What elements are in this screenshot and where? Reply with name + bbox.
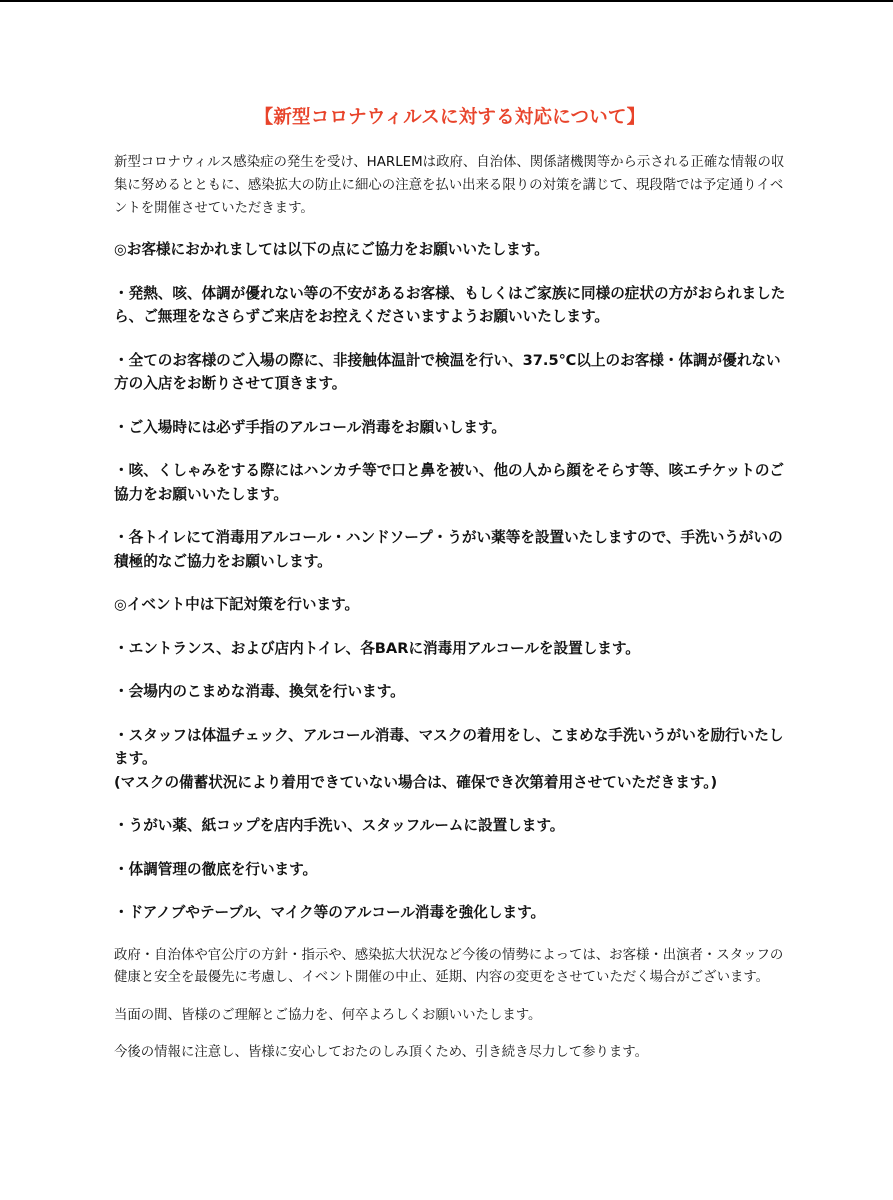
closing-paragraph: 今後の情報に注意し、皆様に安心しておたのしみ頂くため、引き続き尽力して参ります。: [114, 1045, 649, 1060]
guest-section-heading: ◎お客様におかれましては以下の点にご協力をお願いいたします。: [114, 241, 549, 258]
event-item: ・スタッフは体温チェック、アルコール消毒、マスクの着用をし、こまめな手洗いうがいを励行いたします。: [114, 726, 784, 767]
event-section-heading: ◎イベント中は下記対策を行います。: [114, 596, 360, 613]
guest-item: ・全てのお客様のご入場の際に、非接触体温計で検温を行い、37.5℃以上のお客様・体調が優れない方の入店をお断りさせて頂きます。: [114, 351, 781, 392]
event-item-note: (マスクの備蓄状況により着用できていない場合は、確保でき次第着用させていただきます。): [114, 773, 718, 791]
guest-item: ・ご入場時には必ず手指のアルコール消毒をお願いします。: [114, 418, 506, 436]
event-item: ・会場内のこまめな消毒、換気を行います。: [114, 683, 405, 700]
notice-document: [114, 104, 786, 1080]
guest-item: ・発熱、咳、体調が優れない等の不安があるお客様、もしくはご家族に同様の症状の方がおられましたら、ご無理をなさらずご来店をお控えくださいますようお願いいたします。: [114, 284, 786, 325]
event-item: ・体調管理の徹底を行います。: [114, 860, 318, 878]
guest-item: ・各トイレにて消毒用アルコール・ハンドソープ・うがい薬等を設置いたしますので、手洗いうがいの積極的なご協力をお願いします。: [114, 529, 783, 570]
event-item: ・エントランス、および店内トイレ、各BARに消毒用アルコールを設置します。: [114, 639, 640, 657]
top-border: [0, 0, 893, 2]
intro-paragraph: 新型コロナウィルス感染症の発生を受け、HARLEMは政府、自治体、関係諸機関等から示される正確な情報の収集に努めるとともに、感染拡大の防止に細心の注意を払い出来る限りの対策を講じて、現段階では予定通りイベントを開催させていただきます。: [114, 155, 785, 216]
event-item: ・うがい薬、紙コップを店内手洗い、スタッフルームに設置します。: [114, 817, 565, 834]
notice-title: 【新型コロナウィルスに対する対応について】: [254, 107, 646, 128]
event-item: ・ドアノブやテーブル、マイク等のアルコール消毒を強化します。: [114, 904, 546, 921]
closing-paragraph: 政府・自治体や官公庁の方針・指示や、感染拡大状況など今後の情勢によっては、お客様・出演者・スタッフの健康と安全を最優先に考慮し、イベント開催の中止、延期、内容の変更をさせていただく場合がございます。: [114, 947, 784, 985]
closing-paragraph: 当面の間、皆様のご理解とご協力を、何卒よろしくお願いいたします。: [114, 1007, 542, 1023]
guest-item: ・咳、くしゃみをする際にはハンカチ等で口と鼻を被い、他の人から顔をそらす等、咳エチケットのご協力をお願いいたします。: [114, 462, 785, 503]
